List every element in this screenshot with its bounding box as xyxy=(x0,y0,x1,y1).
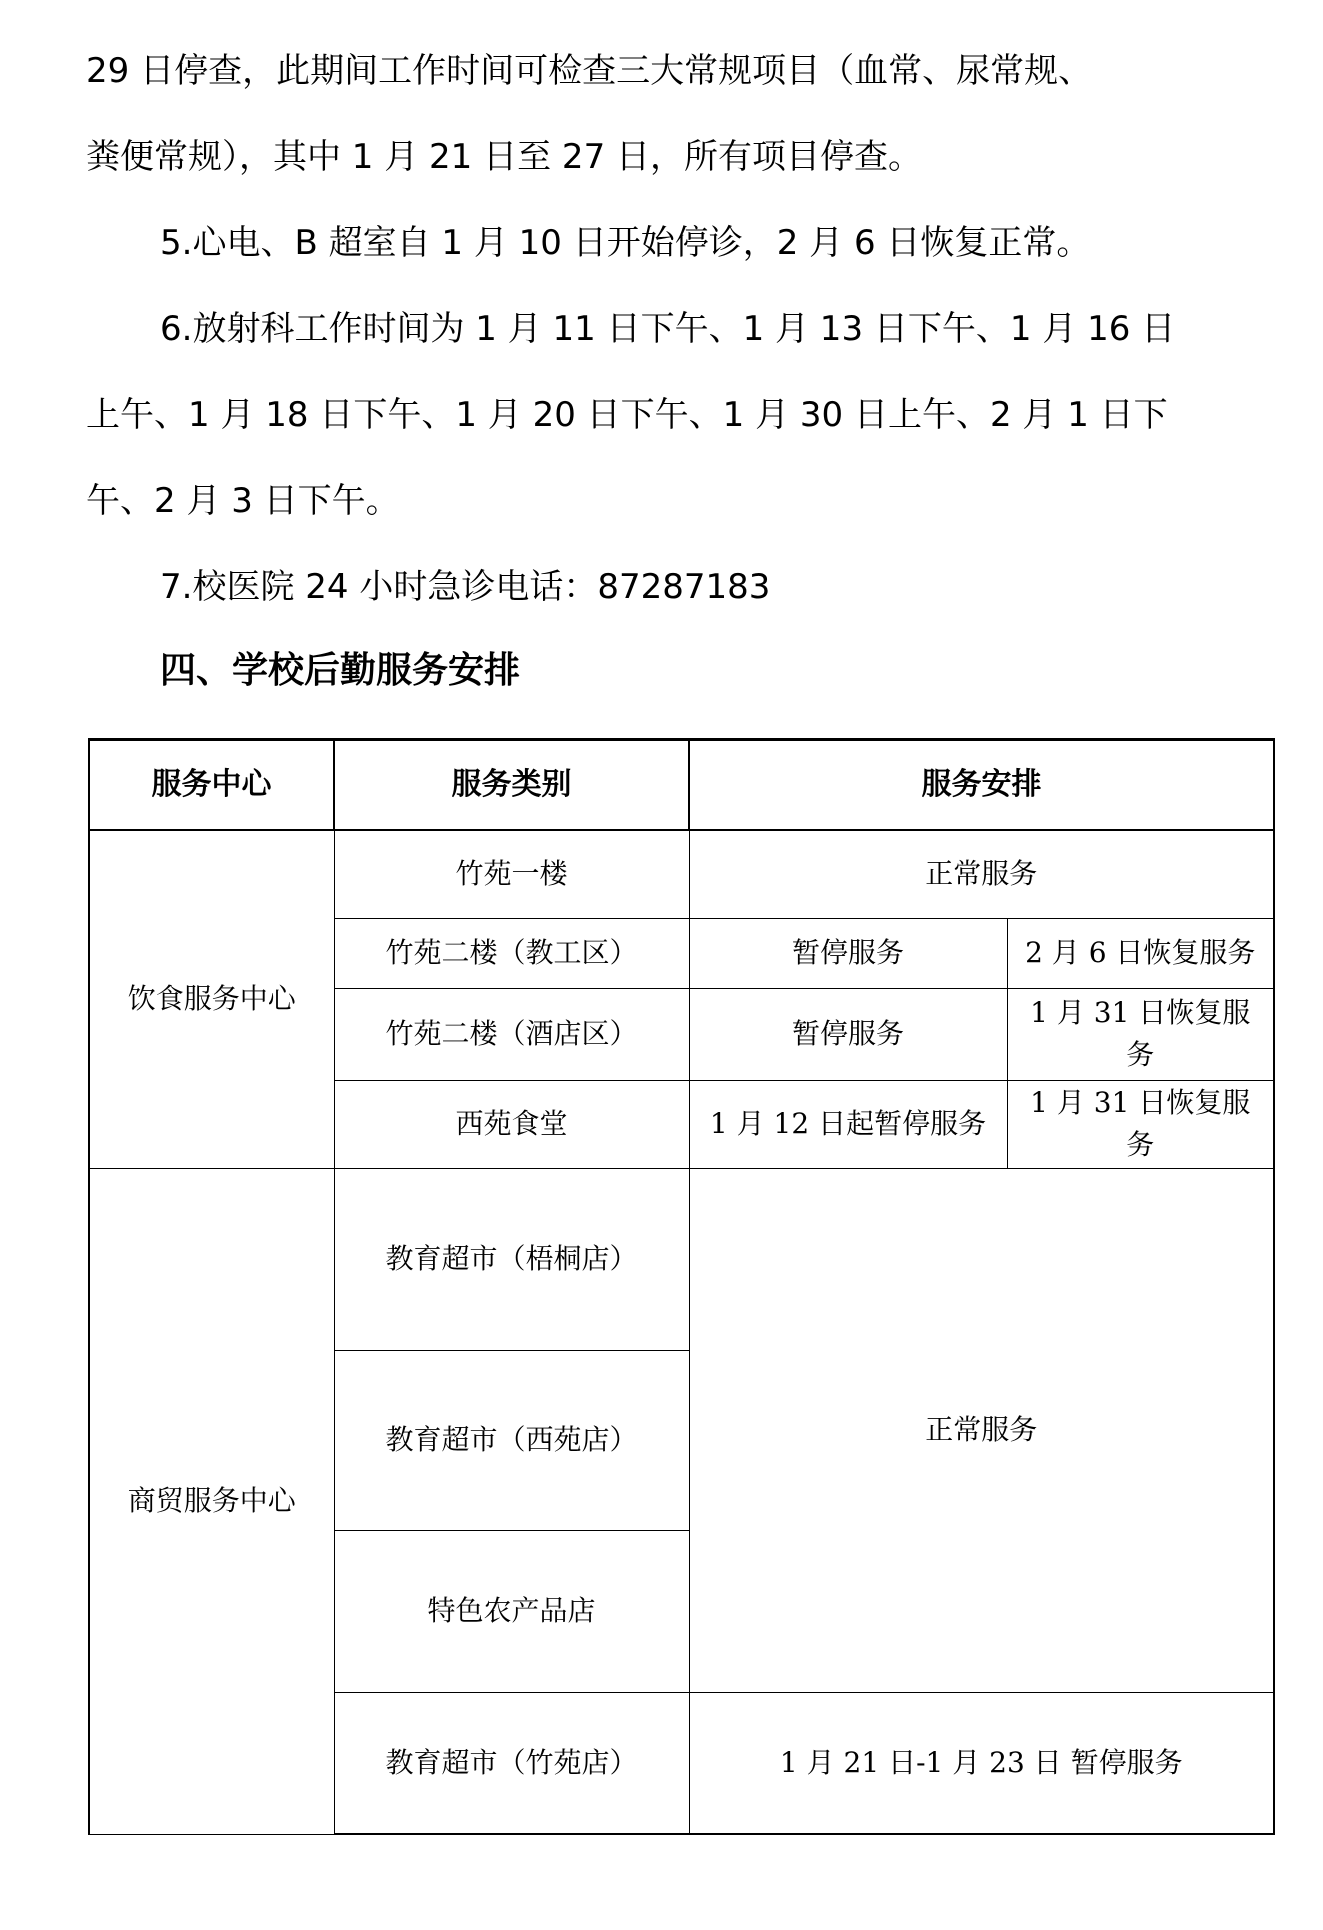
resume-cell: 1 月 31 日恢复服务 xyxy=(1007,988,1274,1080)
section-heading: 四、学校后勤服务安排 xyxy=(160,650,521,691)
commerce-center-cell: 商贸服务中心 xyxy=(89,1168,334,1834)
category-cell: 竹苑一楼 xyxy=(334,830,689,918)
arrangement-cell: 1 月 21 日-1 月 23 日 暂停服务 xyxy=(689,1692,1274,1834)
status-cell: 暂停服务 xyxy=(689,988,1007,1080)
body-paragraph-line-1: 29 日停查，此期间工作时间可检查三大常规项目（血常、尿常规、 xyxy=(86,51,1093,91)
header-service-arrangement: 服务安排 xyxy=(689,740,1274,831)
item-6-paragraph-line-3: 午、2 月 3 日下午。 xyxy=(86,481,400,521)
item-6-paragraph-line-1: 6.放射科工作时间为 1 月 11 日下午、1 月 13 日下午、1 月 16 日 xyxy=(160,309,1176,349)
category-cell: 特色农产品店 xyxy=(334,1530,689,1692)
table-row xyxy=(89,830,1274,918)
body-paragraph-line-2: 粪便常规），其中 1 月 21 日至 27 日，所有项目停查。 xyxy=(86,137,923,177)
header-service-center: 服务中心 xyxy=(89,740,334,831)
category-cell: 竹苑二楼（酒店区） xyxy=(334,988,689,1080)
category-cell: 教育超市（西苑店） xyxy=(334,1350,689,1530)
logistics-service-table xyxy=(88,738,1275,1835)
table-header-row xyxy=(89,740,1274,831)
arrangement-cell: 正常服务 xyxy=(689,830,1274,918)
category-cell: 竹苑二楼（教工区） xyxy=(334,918,689,988)
table-row xyxy=(89,1168,1274,1350)
item-5-paragraph: 5.心电、B 超室自 1 月 10 日开始停诊，2 月 6 日恢复正常。 xyxy=(160,223,1091,263)
category-cell: 西苑食堂 xyxy=(334,1080,689,1168)
resume-cell: 1 月 31 日恢复服务 xyxy=(1007,1080,1274,1168)
item-6-paragraph-line-2: 上午、1 月 18 日下午、1 月 20 日下午、1 月 30 日上午、2 月 1 日下 xyxy=(86,395,1168,435)
header-service-category: 服务类别 xyxy=(334,740,689,831)
category-cell: 教育超市（竹苑店） xyxy=(334,1692,689,1834)
resume-cell: 2 月 6 日恢复服务 xyxy=(1007,918,1274,988)
shared-arrangement-cell: 正常服务 xyxy=(689,1168,1274,1692)
catering-center-cell: 饮食服务中心 xyxy=(89,830,334,1168)
status-cell: 1 月 12 日起暂停服务 xyxy=(689,1080,1007,1168)
status-cell: 暂停服务 xyxy=(689,918,1007,988)
category-cell: 教育超市（梧桐店） xyxy=(334,1168,689,1350)
item-7-paragraph: 7.校医院 24 小时急诊电话：87287183 xyxy=(160,567,771,607)
